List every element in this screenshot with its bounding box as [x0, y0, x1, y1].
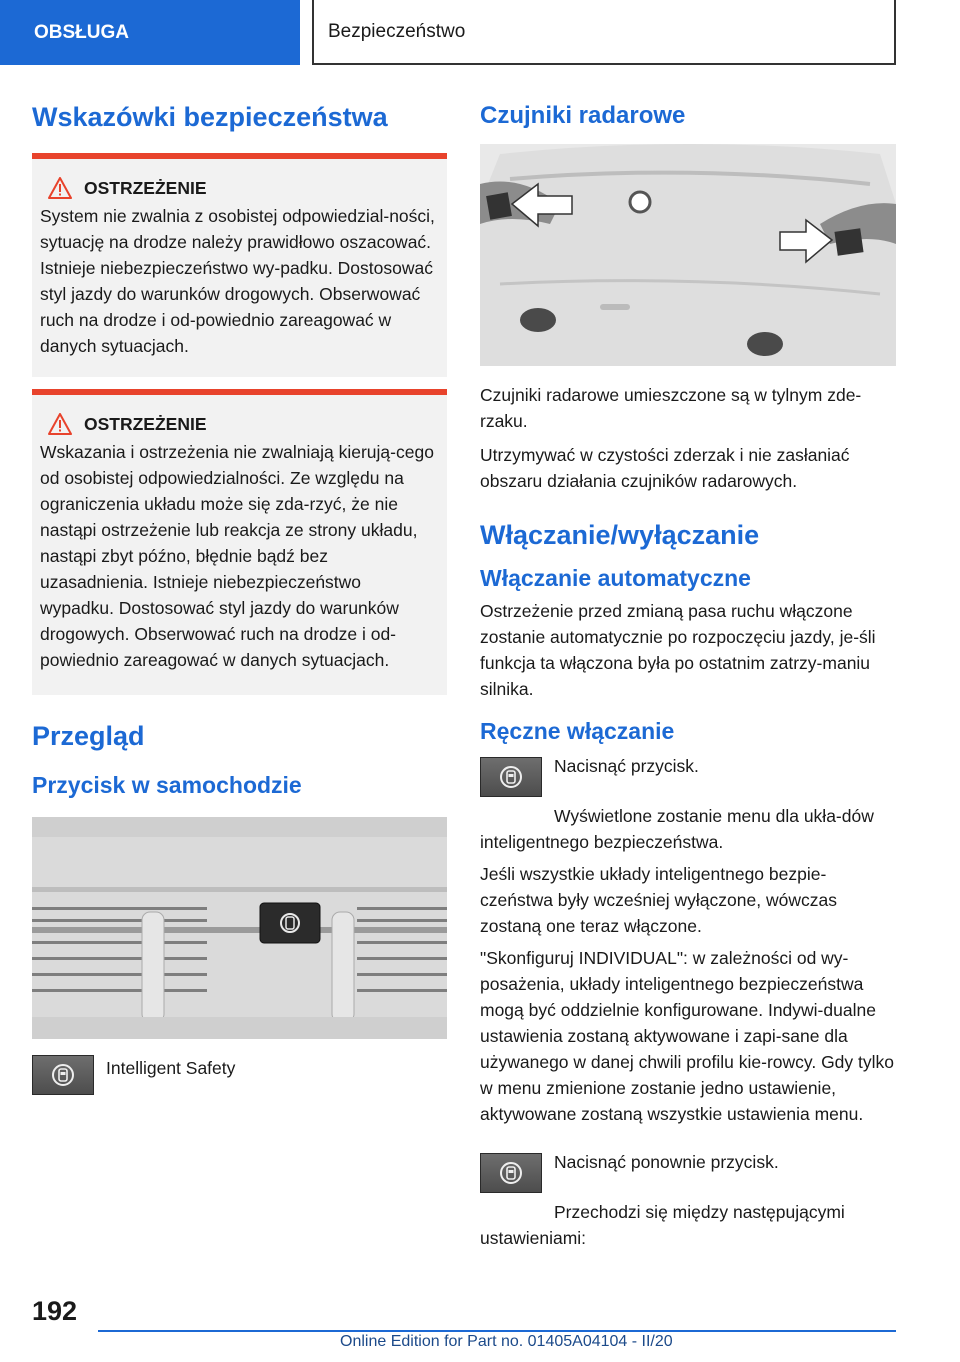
right-column	[480, 96, 896, 1251]
auto-on-title: Włączanie automatyczne	[480, 565, 751, 591]
edition-text[interactable]: Online Edition for Part no. 01405A04104 - II/20	[340, 1333, 673, 1350]
safety-title: Wskazówki bezpieczeństwa	[32, 102, 388, 132]
warning-triangle-icon	[48, 177, 72, 199]
manual-step-2: Wyświetlone zostanie menu dla ukła-dów inteligentnego bezpieczeństwa.	[480, 806, 874, 852]
manual-text-3: Jeśli wszystkie układy inteligentnego bezpie-czeństwa były wcześniej wyłączone, wówczas zostaną one teraz włączone.	[480, 864, 837, 936]
intelligent-safety-button-icon[interactable]	[480, 1153, 542, 1193]
section-tab: OBSŁUGA	[0, 0, 300, 65]
car-shield-icon	[51, 1063, 75, 1087]
warning-text: System nie zwalnia z osobistej odpowiedzial-ności, sytuację na drodze należy prawidłowo oszacować. Istnieje niebezpieczeństwo wy-padku. Dostosować styl jazdy do warunków drogowych. Obserwować ruch na drodze i od-powiednio zareagować w danych sytuacjach.	[40, 206, 435, 356]
button-in-car-title: Przycisk w samochodzie	[32, 772, 302, 798]
page-number: 192	[32, 1296, 78, 1326]
footer-rule	[98, 1330, 896, 1332]
onoff-title: Włączanie/wyłączanie	[480, 520, 760, 550]
warning-triangle-icon	[48, 413, 72, 435]
radar-title: Czujniki radarowe	[480, 102, 686, 129]
car-shield-icon	[499, 765, 523, 789]
car-shield-icon	[499, 1161, 523, 1185]
warning-header	[40, 413, 439, 435]
manual-text-4: "Skonfiguruj INDIVIDUAL": w zależności od wy-posażenia, układy inteligentnego bezpieczeństwa mogą być oddzielnie konfigurowane. Indywi-dualne ustawienia zostaną aktywowane i zapi-sane dla używanego w danej chwili profilu kie-rowcy. Gdy tylko w menu zmienione zostanie jedno ustawienie, aktywowane zostaną wszystkie ustawienia menu.	[480, 948, 895, 1124]
manual-on-title: Ręczne włączanie	[480, 718, 675, 744]
left-column	[32, 96, 447, 1095]
warning-header	[40, 177, 439, 199]
again-step-2: Przechodzi się między następującymi ustawieniami:	[480, 1202, 845, 1248]
radar-text-2: Utrzymywać w czystości zderzak i nie zasłaniać obszaru działania czujników radarowych.	[480, 445, 850, 491]
dashboard-photo-illustration	[32, 817, 447, 1039]
manual-step-texts	[554, 753, 699, 779]
warning-box-2	[32, 389, 447, 695]
dashboard-button-photo	[32, 817, 447, 1039]
manual-step-row	[480, 753, 896, 797]
intelligent-safety-button-icon[interactable]	[480, 757, 542, 797]
auto-on-text: Ostrzeżenie przed zmianą pasa ruchu włączone zostanie automatycznie po rozpoczęciu jazdy, je-śli funkcja ta włączona była po ostatnim zatrzy-maniu silnika.	[480, 601, 876, 699]
again-step-row	[480, 1149, 896, 1193]
again-step-1: Nacisnąć ponownie przycisk.	[554, 1152, 779, 1172]
car-rear-illustration	[480, 144, 896, 366]
overview-title: Przegląd	[32, 721, 145, 751]
radar-text-1: Czujniki radarowe umieszczone są w tylnym zde-rzaku.	[480, 385, 862, 431]
manual-step-1: Nacisnąć przycisk.	[554, 756, 699, 776]
warning-label: OSTRZEŻENIE	[84, 177, 207, 198]
warning-text: Wskazania i ostrzeżenia nie zwalniają kierują-cego od osobistej odpowiedzialności. Ze względu na ograniczenia układu może się zda-rzyć, że nie nastąpi ostrzeżenie lub reakcja ze strony układu, nastąpi zbyt późno, błędnie bądź bez uzasadnienia. Istnieje niebezpieczeństwo wypadku. Dostosować styl jazdy do warunków drogowych. Obserwować ruch na drodze i od-powiednio zareagować w danych sytuacjach.	[40, 442, 434, 670]
warning-box-1	[32, 153, 447, 377]
intelligent-safety-row	[32, 1055, 447, 1095]
intelligent-safety-button-icon[interactable]	[32, 1055, 94, 1095]
chapter-tab: Bezpieczeństwo	[312, 0, 896, 65]
intelligent-safety-caption: Intelligent Safety	[106, 1058, 236, 1078]
radar-sensors-photo	[480, 144, 896, 366]
warning-label: OSTRZEŻENIE	[84, 413, 207, 434]
